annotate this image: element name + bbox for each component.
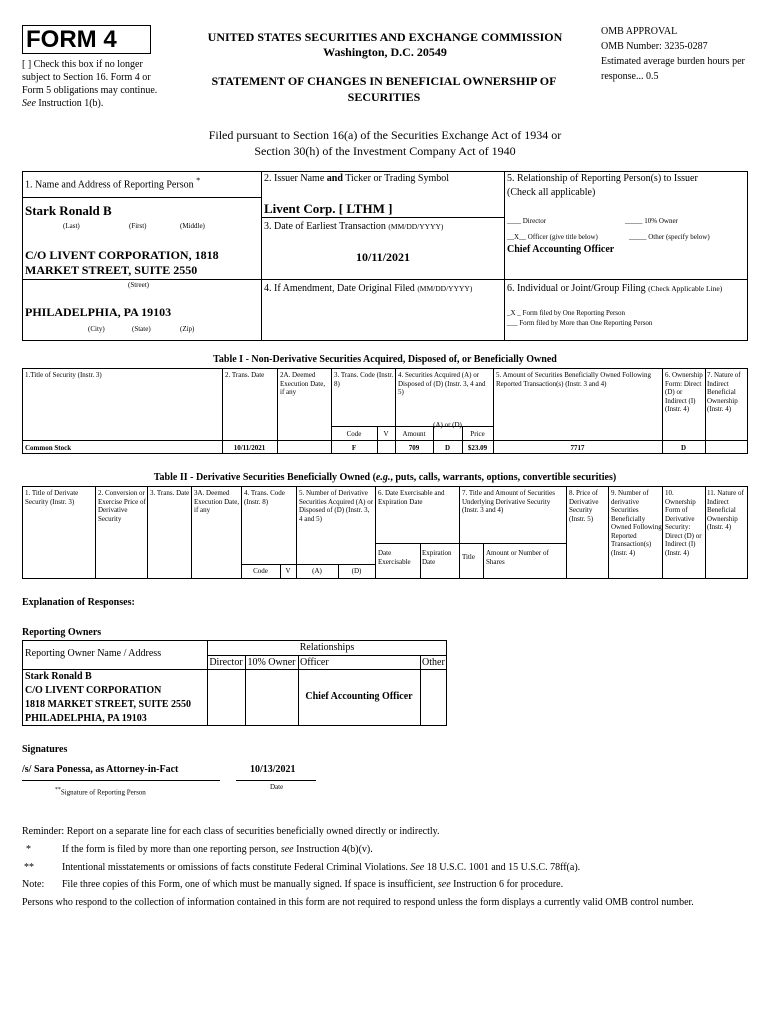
box3-label — [264, 221, 443, 232]
form-title: FORM 4 — [26, 26, 117, 53]
signatures-label: Signatures — [22, 744, 68, 755]
sig-mark: ** — [55, 787, 61, 793]
check-box-label: [ ] Check this box if no longer subject to Section 16. Form 4 or Form 5 obligations may continue. — [22, 59, 158, 96]
t1-row-price: $23.09 — [467, 444, 488, 452]
omb-burden: Estimated average burden hours per response... 0.5 — [601, 56, 745, 82]
signer-name: /s/ Sara Ponessa, as Attorney-in-Fact — [22, 764, 179, 775]
ten-pct-owner-checkbox[interactable]: _____ 10% Owner — [625, 217, 678, 225]
owner-line2: C/O LIVENT CORPORATION — [25, 685, 162, 696]
t2-sub-v: V — [285, 567, 291, 575]
date-caption: Date — [270, 783, 284, 791]
t1-sub-v: V — [383, 430, 389, 438]
t2-sub-code: Code — [253, 567, 268, 575]
t1-h2: 2. Trans. Date — [225, 371, 265, 379]
check-box-text[interactable] — [22, 58, 172, 110]
agency-line1: UNITED STATES SECURITIES AND EXCHANGE COMMISSION — [207, 30, 563, 44]
owners-col-name: Reporting Owner Name / Address — [25, 648, 162, 659]
filed-pursuant-line2: Section 30(h) of the Investment Company Act of 1940 — [254, 144, 516, 158]
t1-sub-code: Code — [346, 430, 362, 438]
officer-title: Chief Accounting Officer — [507, 244, 615, 255]
zip-caption: (Zip) — [180, 325, 195, 333]
box6-label — [507, 283, 722, 294]
t2-h3a: 3A. Deemed Execution Date, if any — [194, 489, 240, 514]
t1-row-code: F — [351, 444, 357, 452]
owner-line4: PHILADELPHIA, PA 19103 — [25, 713, 147, 724]
owner-address — [25, 670, 191, 726]
t2-h2: 2. Conversion or Exercise Price of Derivative Security — [98, 489, 146, 523]
box2-label-and: and — [326, 173, 343, 184]
earliest-transaction-date: 10/11/2021 — [355, 250, 410, 264]
box5-sub: (Check all applicable) — [507, 187, 596, 198]
table2-title-post: , puts, calls, warrants, options, convertible securities) — [390, 472, 617, 483]
box3-label-fmt: (MM/DD/YYYY) — [388, 222, 444, 231]
middle-caption: (Middle) — [180, 222, 205, 230]
t1-row-owned: 7717 — [570, 444, 585, 452]
footnote-dstar-text — [62, 862, 580, 873]
t2-sub-title: Title — [462, 553, 475, 561]
first-caption: (First) — [129, 222, 147, 230]
note-post: Instruction 6 for procedure. — [450, 879, 564, 890]
t1-h2a: 2A. Deemed Execution Date, if any — [280, 371, 326, 396]
last-caption: (Last) — [63, 222, 80, 230]
t1-h6: 6. Ownership Form: Direct (D) or Indirect (I) (Instr. 4) — [665, 371, 703, 413]
owner-line1: Stark Ronald B — [25, 671, 92, 682]
note-label: Note: — [22, 879, 45, 890]
box4-label-text: 4. If Amendment, Date Original Filed — [264, 283, 415, 294]
star1-post: Instruction 4(b)(v). — [293, 844, 373, 855]
box4-label-fmt: (MM/DD/YYYY) — [417, 284, 473, 293]
state-caption: (State) — [132, 325, 151, 333]
box4-label — [264, 283, 472, 294]
box6-label-sub: (Check Applicable Line) — [648, 284, 723, 293]
t2-h11: 11. Nature of Indirect Beneficial Ownership (Instr. 4) — [707, 489, 744, 531]
box1-label-mark: * — [196, 176, 201, 185]
t2-h5: 5. Number of Derivative Securities Acquired (A) or Disposed of (D) (Instr. 3, 4 and 5) — [299, 489, 374, 523]
t2-sub-date-ex: Date Exercisable — [378, 549, 411, 566]
footnote-dstar: ** — [24, 862, 34, 873]
owners-col-rel: Relationships — [299, 642, 355, 653]
star1-see: see — [280, 844, 294, 855]
table2-title-em: e.g. — [375, 472, 391, 483]
omb-box — [601, 24, 761, 84]
t2-h3: 3. Trans. Date — [150, 489, 190, 497]
t2-sub-d: (D) — [351, 567, 362, 575]
t1-row-date: 10/11/2021 — [233, 444, 266, 452]
omb-number: OMB Number: 3235-0287 — [601, 41, 708, 52]
t1-h5: 5. Amount of Securities Beneficially Owned Following Reported Transaction(s) (Instr. 3 and 4) — [496, 371, 651, 388]
box2-label — [264, 173, 449, 184]
t1-h4: 4. Securities Acquired (A) or Disposed of (D) (Instr. 3, 4 and 5) — [398, 371, 486, 396]
t2-h1: 1. Title of Derivate Security (Instr. 3) — [25, 489, 79, 506]
signature-caption — [55, 786, 146, 797]
owners-col-officer: Officer — [300, 657, 329, 668]
star1-pre: If the form is filed by more than one reporting person, — [62, 844, 281, 855]
filed-pursuant-line1: Filed pursuant to Section 16(a) of the Securities Exchange Act of 1934 or — [208, 128, 562, 142]
box3-label-text: 3. Date of Earliest Transaction — [264, 221, 386, 232]
issuer-name: Livent Corp. [ LTHM ] — [264, 201, 393, 216]
persons-notice: Persons who respond to the collection of information contained in this form are not required to respond unless the form displays a currently valid OMB control number. — [22, 897, 694, 908]
owners-col-ten: 10% Owner — [247, 657, 296, 668]
city-caption: (City) — [88, 325, 105, 333]
reminder: Reminder: Report on a separate line for each class of securities beneficially owned directly or indirectly. — [22, 826, 440, 837]
signature-date: 10/13/2021 — [250, 764, 296, 775]
box5-label: 5. Relationship of Reporting Person(s) to Issuer — [507, 173, 698, 184]
t1-row-security: Common Stock — [25, 444, 72, 452]
t1-h1: 1.Title of Security (Instr. 3) — [25, 371, 102, 379]
t1-sub-amount: Amount — [402, 430, 426, 438]
t2-h6: 6. Date Exercisable and Expiration Date — [378, 489, 445, 506]
statement-title: STATEMENT OF CHANGES IN BENEFICIAL OWNERSHIP OF SECURITIES — [211, 74, 557, 104]
owners-col-other: Other — [422, 657, 445, 668]
t2-h7: 7. Title and Amount of Securities Underlying Derivative Security (Instr. 3 and 4) — [462, 489, 555, 514]
t1-row-aord: D — [444, 444, 451, 452]
note-pre: File three copies of this Form, one of which must be manually signed. If space is insufficient, — [62, 879, 438, 890]
officer-checkbox[interactable]: __X__ Officer (give title below) — [507, 233, 598, 241]
form-title-box — [22, 25, 151, 54]
other-checkbox[interactable]: _____ Other (specify below) — [629, 233, 710, 241]
t2-h4: 4. Trans. Code (Instr. 8) — [244, 489, 285, 506]
see-instruction: See — [22, 98, 36, 109]
t2-sub-exp: Expiration Date — [422, 549, 452, 566]
director-checkbox[interactable]: ____ Director — [507, 217, 547, 225]
table1-title: Table I - Non-Derivative Securities Acquired, Disposed of, or Beneficially Owned — [213, 354, 557, 365]
street-caption: (Street) — [128, 281, 149, 289]
t1-sub-price: Price — [470, 430, 485, 438]
t2-h9: 9. Number of derivative Securities Beneficially Owned Following Reported Transaction(s) (Instr. 4) — [611, 489, 662, 557]
box2-label-pre: 2. Issuer Name — [264, 173, 327, 184]
footnote-star-text — [62, 844, 373, 855]
note-text — [62, 879, 563, 890]
star2-post: 18 U.S.C. 1001 and 15 U.S.C. 78ff(a). — [424, 862, 581, 873]
table2-title — [22, 472, 748, 483]
instruction-ref: Instruction 1(b). — [35, 98, 104, 109]
box2-label-post: Ticker or Trading Symbol — [342, 173, 450, 184]
table2-title-pre: Table II - Derivative Securities Beneficially Owned ( — [153, 472, 376, 483]
reporting-owners-label: Reporting Owners — [22, 627, 102, 638]
note-see: see — [437, 879, 451, 890]
t1-h3: 3. Trans. Code (Instr. 8) — [334, 371, 394, 388]
reporting-person-street: C/O LIVENT CORPORATION, 1818 MARKET STREET, SUITE 2550 — [25, 248, 219, 277]
filing-option-one[interactable]: _X _ Form filed by One Reporting Person — [507, 309, 626, 317]
t2-sub-a: (A) — [312, 567, 322, 575]
t1-h7: 7. Nature of Indirect Beneficial Ownership (Instr. 4) — [707, 371, 741, 413]
star2-pre: Intentional misstatements or omissions of facts constitute Federal Criminal Violations. — [62, 862, 411, 873]
agency-line2: Washington, D.C. 20549 — [323, 45, 447, 59]
filing-option-many[interactable]: ___ Form filed by More than One Reporting Person — [507, 319, 653, 327]
box6-label-text: 6. Individual or Joint/Group Filing — [507, 283, 646, 294]
reporting-person-city: PHILADELPHIA, PA 19103 — [25, 305, 172, 319]
box1-label — [25, 176, 200, 190]
owner-line3: 1818 MARKET STREET, SUITE 2550 — [25, 699, 192, 710]
omb-approval: OMB APPROVAL — [601, 26, 678, 37]
t1-row-form: D — [680, 444, 687, 452]
t1-sub-aord: (A) or (D) — [433, 421, 462, 429]
t1-row-amount: 709 — [408, 444, 420, 452]
sig-caption-text: Signature of Reporting Person — [60, 788, 146, 797]
reporting-person-name: Stark Ronald B — [25, 203, 112, 218]
explanation-label: Explanation of Responses: — [22, 597, 135, 608]
footnote-star: * — [26, 844, 31, 855]
owner-officer-value: Chief Accounting Officer — [305, 691, 413, 702]
box1-label-text: 1. Name and Address of Reporting Person — [25, 179, 194, 191]
t2-h8: 8. Price of Derivative Security (Instr. 5) — [569, 489, 599, 523]
owners-col-director: Director — [209, 657, 243, 668]
t2-h10: 10. Ownership Form of Derivative Security: Direct (D) or Indirect (I) (Instr. 4) — [665, 489, 702, 557]
star2-see: See — [410, 862, 425, 873]
t2-sub-amount: Amount or Number of Shares — [486, 549, 549, 566]
